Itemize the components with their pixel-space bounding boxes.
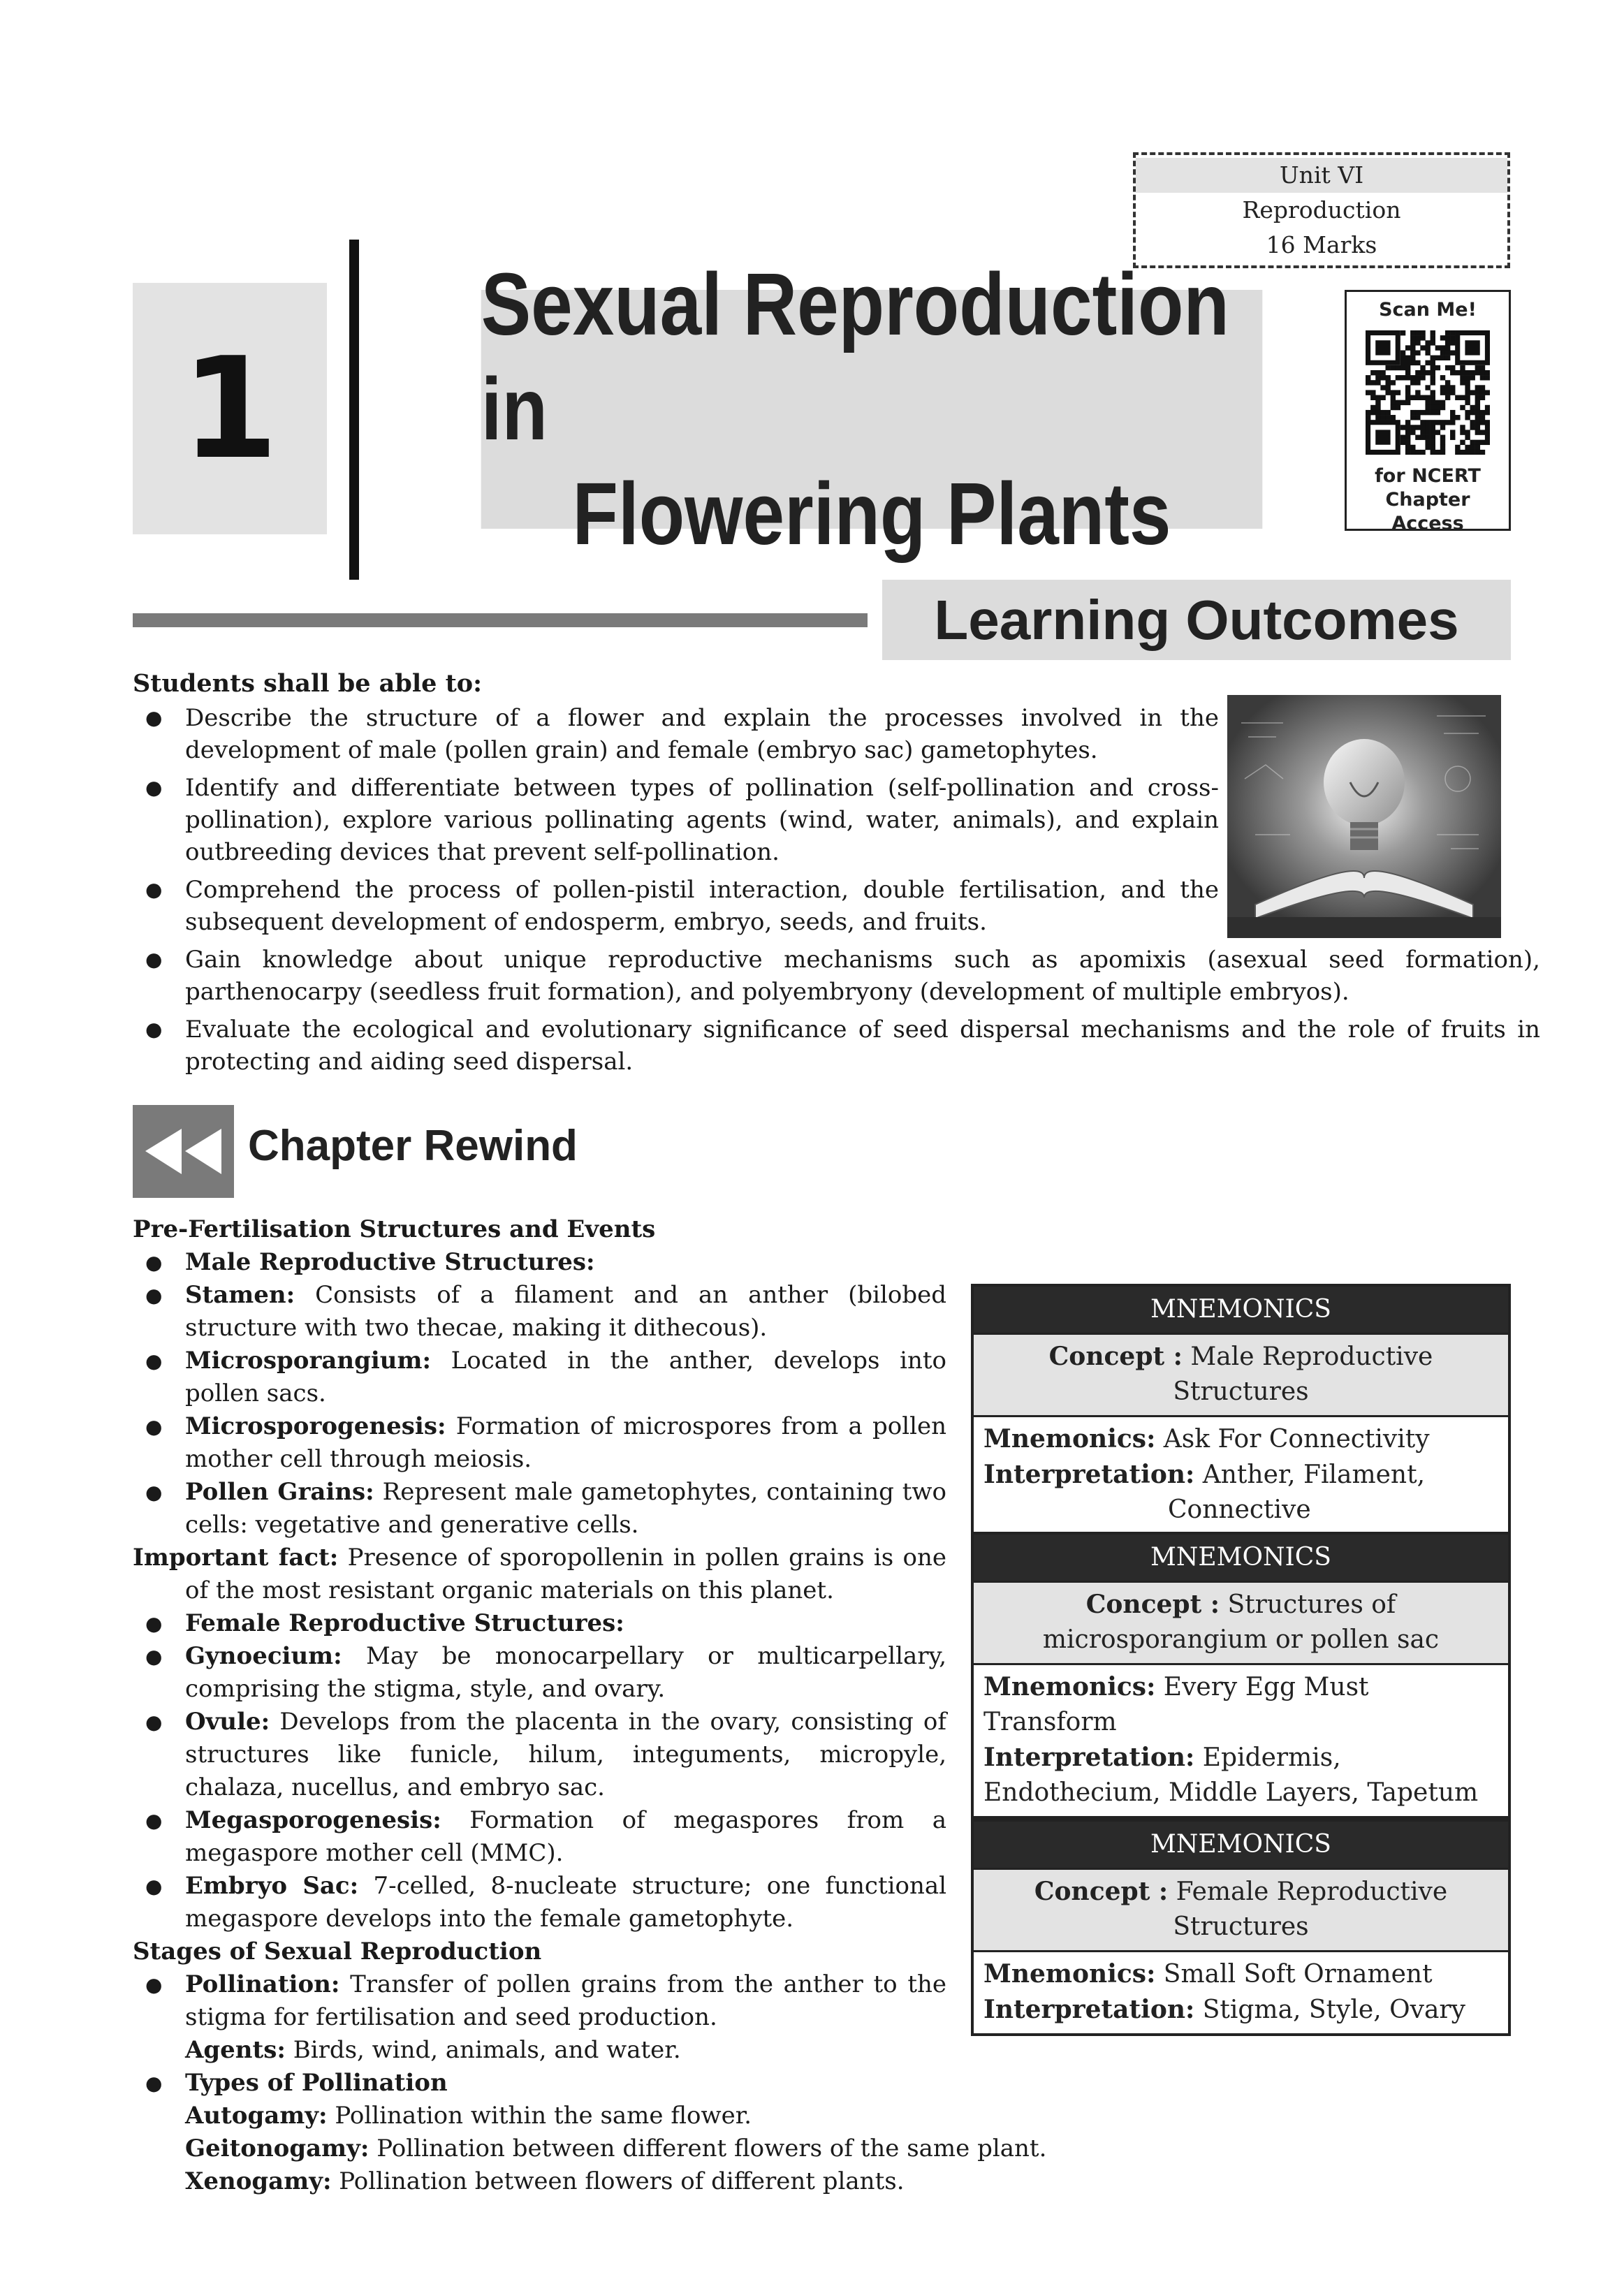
list-item: ● Pollen Grains: Represent male gametophytes, containing two cells: vegetative and generative cells.	[133, 1476, 946, 1542]
mnemonic-phrase: Mnemonics: Small Soft Ornament	[983, 1959, 1433, 1989]
bullet-dot-icon: ●	[145, 1018, 163, 1041]
list-item: ● Microsporangium: Located in the anther, develops into pollen sacs.	[133, 1345, 946, 1410]
mnemonic-interpretation: Interpretation: Anther, Filament, Connective	[983, 1460, 1426, 1524]
unit-info-box	[1133, 152, 1510, 268]
chapter-rewind-content	[133, 1213, 1047, 2198]
qr-code-icon[interactable]	[1366, 330, 1490, 455]
mnemonic-concept: Concept : Structures of microsporangium or pollen sac	[974, 1581, 1508, 1665]
mnemonic-box	[971, 1532, 1511, 1819]
important-fact: Important fact: Presence of sporopollenin in pollen grains is one of the most resistant organic materials on this planet.	[133, 1544, 946, 1604]
list-item: ● Ovule: Develops from the placenta in the ovary, consisting of structures like funicle, hilum, integuments, micropyle, chalaza, nucellus, and embryo sac.	[133, 1706, 946, 1804]
mnemonic-header: MNEMONICS	[974, 1535, 1508, 1581]
mnemonic-interpretation: Interpretation: Epidermis, Endothecium, Middle Layers, Tapetum	[983, 1743, 1479, 1807]
list-item: ● Identify and differentiate between types of pollination (self-pollination and cross-pollination), explore various pollinating agents (wind, water, animals), and explain outbreeding devices that prevent self-pollination.	[133, 772, 1219, 868]
mnemonic-phrase: Mnemonics: Ask For Connectivity	[983, 1424, 1430, 1454]
list-item: ● Pollination: Transfer of pollen grains from the anther to the stigma for fertilisation and seed production.	[133, 1968, 946, 2034]
mnemonic-body	[974, 1952, 1508, 2033]
stages-list	[133, 1968, 946, 2034]
list-item: ● Female Reproductive Structures:	[133, 1607, 946, 1640]
chapter-number: 1	[133, 283, 327, 534]
bullet-dot-icon: ●	[145, 1251, 163, 1274]
learning-outcomes-rule	[133, 613, 868, 627]
mnemonic-header: MNEMONICS	[974, 1287, 1508, 1333]
list-item: ● Embryo Sac: 7-celled, 8-nucleate structure; one functional megaspore develops into the female gametophyte.	[133, 1870, 946, 1935]
male-structures-list	[133, 1246, 946, 1542]
mnemonic-body	[974, 1665, 1508, 1816]
bullet-dot-icon: ●	[145, 1349, 163, 1372]
list-item: ● Gain knowledge about unique reproductive mechanisms such as apomixis (asexual seed formation), parthenocarpy (seedless fruit formation), and polyembryony (development of multiple embryos).	[133, 944, 1540, 1008]
pollination-agents: Agents: Birds, wind, animals, and water.	[185, 2036, 681, 2064]
list-item: ● Stamen: Consists of a filament and an anther (bilobed structure with two thecae, making it dithecous).	[133, 1279, 946, 1345]
pollination-type-autogamy: Autogamy: Pollination within the same flower.	[185, 2102, 752, 2130]
chapter-title-line-2: Flowering Plants	[572, 464, 1171, 563]
qr-caption-line-2: Chapter Access	[1385, 489, 1470, 534]
section-heading: Pre-Fertilisation Structures and Events	[133, 1215, 656, 1243]
bullet-dot-icon: ●	[145, 1973, 163, 1996]
unit-marks: 16 Marks	[1266, 231, 1377, 258]
chapter-divider	[349, 240, 359, 580]
list-item: ● Evaluate the ecological and evolutionary significance of seed dispersal mechanisms and the role of fruits in protecting and aiding seed dispersal.	[133, 1013, 1540, 1078]
list-item: ● Megasporogenesis: Formation of megaspores from a megaspore mother cell (MMC).	[133, 1804, 946, 1870]
qr-scan-label: Scan Me!	[1379, 299, 1477, 321]
chapter-title	[481, 255, 1263, 563]
bullet-dot-icon: ●	[145, 1481, 163, 1504]
pollination-type-xenogamy: Xenogamy: Pollination between flowers of different plants.	[185, 2167, 905, 2195]
unit-label: Unit VI	[1136, 158, 1507, 193]
list-item: ● Male Reproductive Structures:	[133, 1246, 946, 1279]
bullet-dot-icon: ●	[145, 1645, 163, 1668]
bullet-dot-icon: ●	[145, 2072, 163, 2095]
mnemonic-concept: Concept : Male Reproductive Structures	[974, 1333, 1508, 1417]
mnemonic-body	[974, 1417, 1508, 1533]
bullet-dot-icon: ●	[145, 1809, 163, 1832]
mnemonic-interpretation: Interpretation: Stigma, Style, Ovary	[983, 1995, 1465, 2024]
section-heading: Stages of Sexual Reproduction	[133, 1938, 542, 1965]
bullet-dot-icon: ●	[145, 1711, 163, 1734]
bullet-dot-icon: ●	[145, 1612, 163, 1635]
list-item: ● Types of Pollination	[133, 2067, 946, 2100]
female-structures-list	[133, 1607, 946, 1935]
mnemonic-phrase: Mnemonics: Every Egg Must Transform	[983, 1672, 1369, 1736]
qr-caption-line-1: for NCERT	[1375, 465, 1481, 487]
bullet-dot-icon: ●	[145, 1284, 163, 1307]
bullet-dot-icon: ●	[145, 1415, 163, 1438]
learning-outcomes-lead: Students shall be able to:	[133, 669, 482, 698]
list-item: ● Describe the structure of a flower and explain the processes involved in the development of male (pollen grain) and female (embryo sac) gametophytes.	[133, 702, 1219, 766]
list-item: ● Comprehend the process of pollen-pistil interaction, double fertilisation, and the subsequent development of endosperm, embryo, seeds, and fruits.	[133, 874, 1219, 938]
bullet-dot-icon: ●	[145, 948, 163, 971]
rewind-icon	[133, 1105, 234, 1198]
unit-topic: Reproduction	[1242, 196, 1401, 224]
pollination-type-geitonogamy: Geitonogamy: Pollination between different flowers of the same plant.	[185, 2135, 1047, 2162]
mnemonic-concept: Concept : Female Reproductive Structures	[974, 1868, 1508, 1952]
pollination-types-list	[133, 2067, 946, 2100]
chapter-title-line-1: Sexual Reproduction in	[481, 255, 1229, 458]
mnemonic-header: MNEMONICS	[974, 1822, 1508, 1868]
learning-outcomes-heading: Learning Outcomes	[882, 580, 1511, 660]
bullet-dot-icon: ●	[145, 706, 163, 729]
bullet-dot-icon: ●	[145, 776, 163, 799]
list-item: ● Microsporogenesis: Formation of microspores from a pollen mother cell through meiosis.	[133, 1410, 946, 1476]
learning-outcomes-list	[133, 702, 1540, 1083]
list-item: ● Gynoecium: May be monocarpellary or multicarpellary, comprising the stigma, style, and ovary.	[133, 1640, 946, 1706]
chapter-rewind-heading: Chapter Rewind	[248, 1122, 578, 1170]
mnemonic-box	[971, 1819, 1511, 2036]
lightbulb-book-illustration	[1227, 695, 1501, 938]
bullet-dot-icon: ●	[145, 878, 163, 901]
bullet-dot-icon: ●	[145, 1875, 163, 1898]
qr-access-box[interactable]	[1345, 290, 1511, 534]
mnemonic-box	[971, 1284, 1511, 1536]
qr-caption	[1347, 464, 1509, 536]
